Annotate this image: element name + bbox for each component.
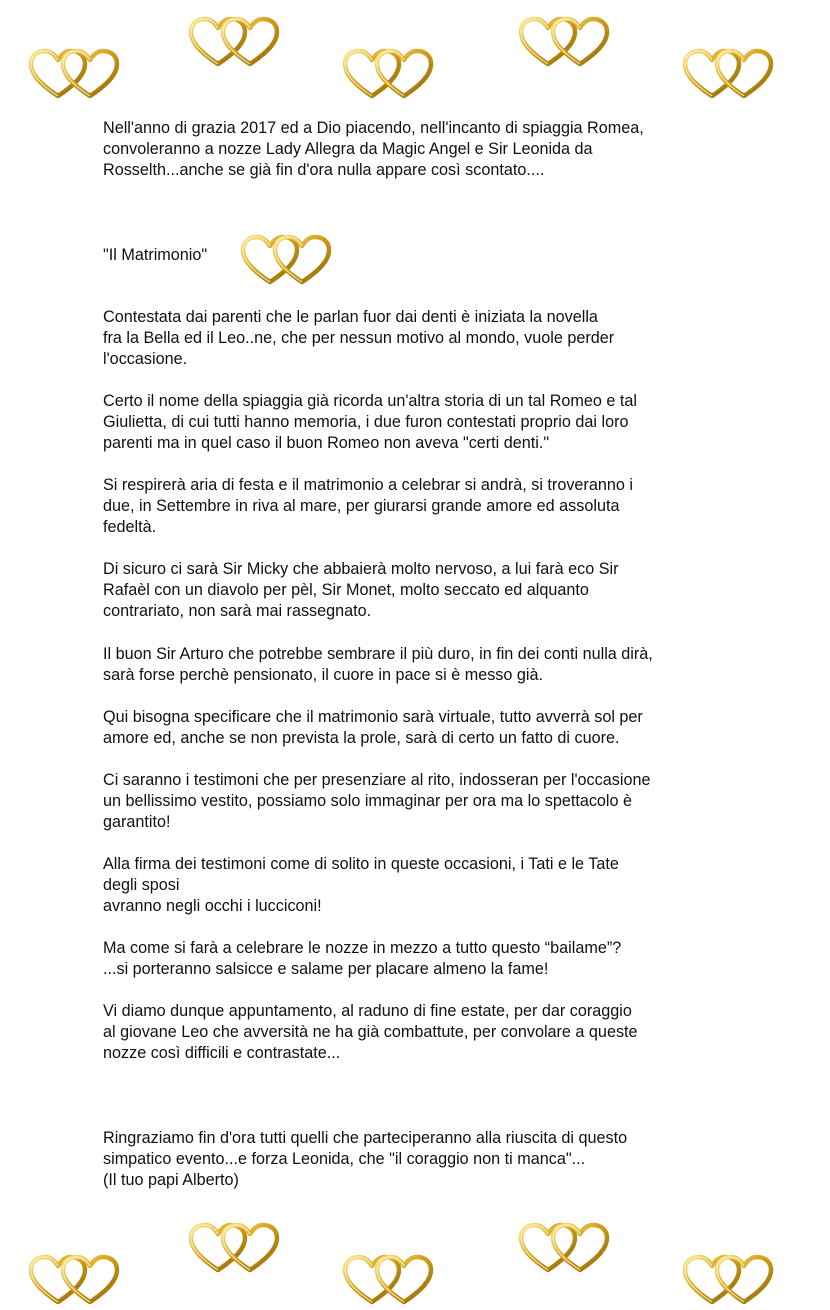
golden-hearts-icon <box>28 1254 120 1306</box>
paragraph: Il buon Sir Arturo che potrebbe sembrare il più duro, in fin dei conti nulla dirà, sarà forse perchè pensionato, il cuore in pace si è messo già. <box>103 645 653 684</box>
page-title: "Il Matrimonio" <box>103 246 208 264</box>
golden-hearts-icon <box>240 234 332 286</box>
paragraph: Certo il nome della spiaggia già ricorda un'altra storia di un tal Romeo e tal Giulietta, di cui tutti hanno memoria, i due furon contestati proprio dai loro parenti ma in quel caso il buon Romeo non aveva "certi denti." <box>103 392 637 452</box>
golden-hearts-icon <box>188 16 280 68</box>
golden-hearts-icon <box>518 16 610 68</box>
golden-hearts-icon <box>342 1254 434 1306</box>
paragraph: Qui bisogna specificare che il matrimonio sarà virtuale, tutto avverrà sol per amore ed, anche se non prevista la prole, sarà di certo un fatto di cuore. <box>103 708 643 747</box>
golden-hearts-icon <box>682 48 774 100</box>
paragraph: Di sicuro ci sarà Sir Micky che abbaierà molto nervoso, a lui farà eco Sir Rafaèl con un diavolo per pèl, Sir Monet, molto seccato ed alquanto contrariato, non sarà mai rassegnato. <box>103 560 619 620</box>
golden-hearts-icon <box>682 1254 774 1306</box>
golden-hearts-icon <box>342 48 434 100</box>
golden-hearts-icon <box>188 1222 280 1274</box>
paragraph: Contestata dai parenti che le parlan fuor dai denti è iniziata la novella fra la Bella ed il Leo..ne, che per nessun motivo al mondo, vuole perder l'occasione. <box>103 308 615 368</box>
paragraph: Ci saranno i testimoni che per presenziare al rito, indosseran per l'occasione un bellissimo vestito, possiamo solo immaginar per ora ma lo spettacolo è garantito! <box>103 771 651 831</box>
paragraph: Si respirerà aria di festa e il matrimonio a celebrar si andrà, si troveranno i due, in Settembre in riva al mare, per giurarsi grande amore ed assoluta fedeltà. <box>103 476 633 536</box>
paragraph: Alla firma dei testimoni come di solito in queste occasioni, i Tati e le Tate degli sposi avranno negli occhi i lucciconi! <box>103 855 619 915</box>
closing-paragraph: Ringraziamo fin d'ora tutti quelli che parteciperanno alla riuscita di questo simpatico evento...e forza Leonida, che "il coraggio non ti manca"... (Il tuo papi Alberto) <box>103 1129 628 1189</box>
paragraph: Vi diamo dunque appuntamento, al raduno di fine estate, per dar coraggio al giovane Leo che avversità ne ha già combattute, per convolare a queste nozze così difficili e contrastate... <box>103 1002 638 1062</box>
golden-hearts-icon <box>28 48 120 100</box>
golden-hearts-icon <box>518 1222 610 1274</box>
intro-paragraph: Nell'anno di grazia 2017 ed a Dio piacendo, nell'incanto di spiaggia Romea, convoleranno a nozze Lady Allegra da Magic Angel e Sir Leonida da Rosselth...anche se già fin d'ora nulla appare così scontato.... <box>103 119 644 179</box>
paragraph: Ma come si farà a celebrare le nozze in mezzo a tutto questo “bailame”? ...si porteranno salsicce e salame per placare almeno la fame! <box>103 939 622 978</box>
